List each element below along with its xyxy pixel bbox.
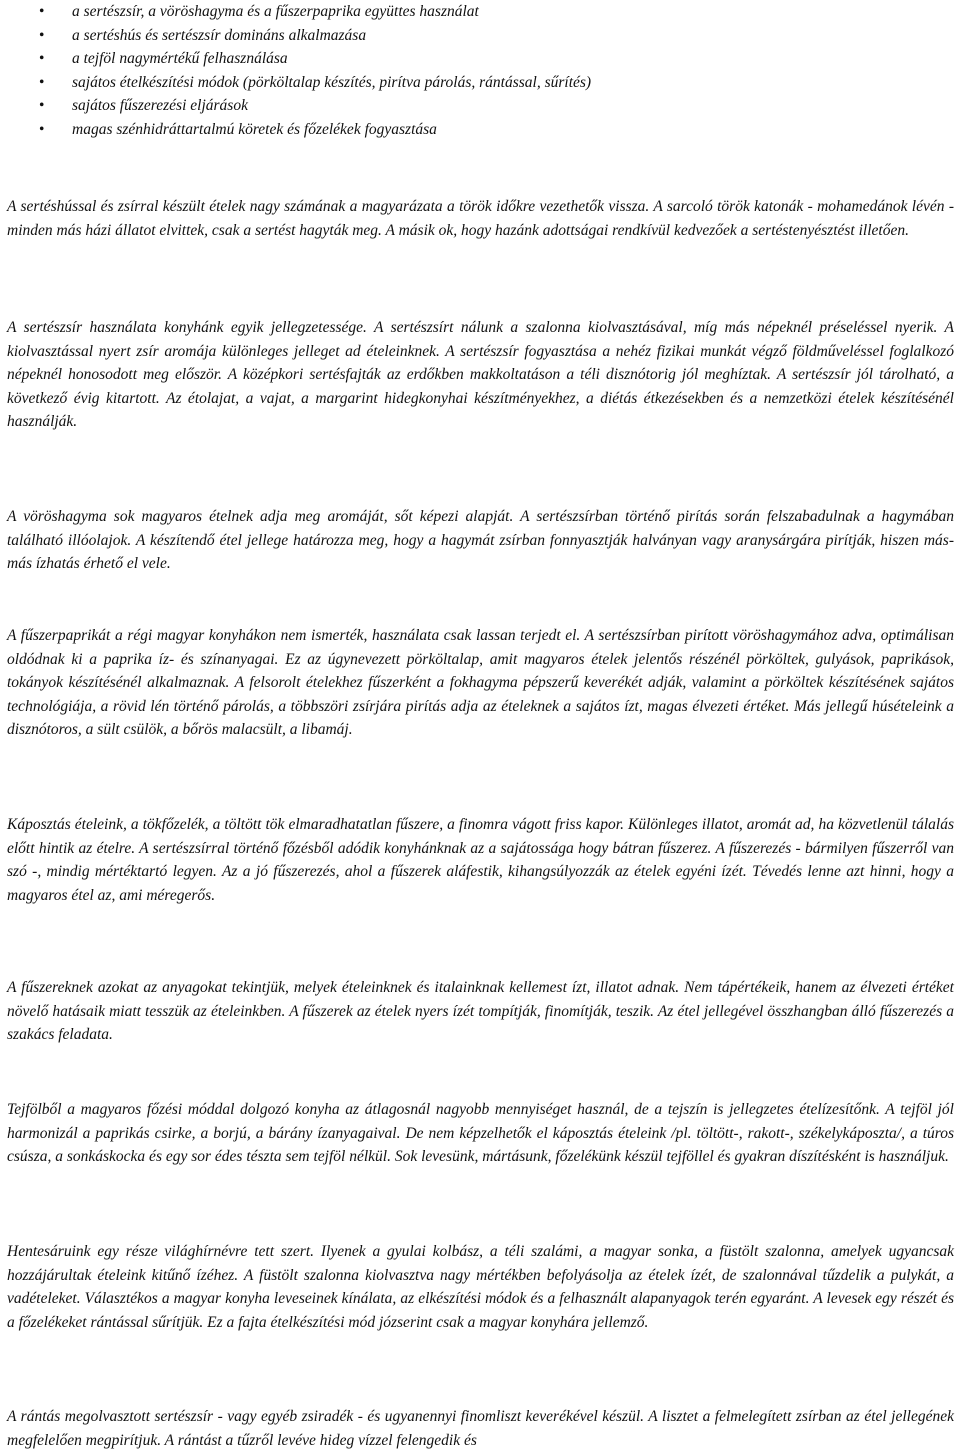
list-item: [0, 71, 960, 95]
list-item: [0, 118, 960, 142]
list-item-text: a sertéshús és sertészsír domináns alkalmazása: [72, 26, 367, 44]
bullet-icon: •: [39, 50, 45, 67]
list-item-text: sajátos ételkészítési módok (pörköltalap készítés, pirítva párolás, rántással, sűrítés): [72, 73, 592, 91]
paragraph-sour-cream: Tejfölből a magyaros főzési móddal dolgozó konyha az átlagosnál nagyobb mennyiséget használ, de a tejszín is jellegzetes ételízesítőnk. A tejföl jól harmonizál a paprikás csirke, a borjú, a bárány ízanyagaival. De nem képzelhetők el káposztás ételeink /pl. töltött-, rakott-, székelykáposzta/, a túros csúsza, a sonkáskocka és egy sor édes tészta sem tejföl nélkül. Sok levesünk, mártásunk, főzelékünk készül tejföllel és gyakran díszítésként is használjuk.: [7, 1101, 954, 1165]
list-item: [0, 0, 960, 24]
bullet-icon: •: [39, 73, 45, 91]
feature-list: [0, 0, 960, 141]
paragraph-charcuterie: Hentesáruink egy része világhírnévre tett szert. Ilyenek a gyulai kolbász, a téli szalámi, a magyar sonka, a füstölt szalonna, amelyek ugyancsak hozzájárultak ételeink kitűnő ízéhez. A füstölt szalonna kiolvasztva nagy mértékben befolyásolja az ételek ízét, de szalonnával tűzdelik a pulykát, a vadételeket. Választékos a magyar konyha leveseinek kínálata, az elkészítési módok és a felhasznált alapanyagok terén egyaránt. A levesek egy részét és a főzelékeket rántással sűrítjük. Ez a fajta ételkészítési mód józserint csak a magyar konyhára jellemző.: [7, 1243, 954, 1331]
bullet-icon: •: [39, 3, 45, 20]
bullet-icon: •: [39, 120, 45, 138]
list-item-text: a tejföl nagymértékű felhasználása: [72, 50, 288, 67]
paragraph-spices: A fűszereknek azokat az anyagokat tekintjük, melyek ételeinknek és italainknak kellemest ízt, illatot adnak. Nem tápértékeik, hanem az élvezeti értéket növelő hatásaik miatt tesszük az ételeinkben. A fűszerek az ételek nyers ízét tompítják, finomítják, teszik. Az étel jellegével összhangban álló fűszerezés a szakács feladata.: [7, 979, 954, 1043]
paragraph-paprika: A fűszerpaprikát a régi magyar konyhákon nem ismerték, használata csak lassan terjedt el. A sertészsírban pirított vöröshagymához adva, optimálisan oldódnak ki a paprika íz- és színanyagai. Ez az úgynevezett pörköltalap, amit magyaros ételek jelentős részénél pörköltek, gulyások, paprikások, tokányok készítésénél alkalmaznak. A felsorolt ételekhez fűszerként a fokhagyma pépszerű keverékét adják, valamint a pörköltek készítésének sajátos technológiája, a rövid lén történő párolás, a többszöri zsírjára pirítás adja az ételeknek a sajátos ízt, magas élvezeti értéket. Más jellegű húsételeink a disznótoros, a sült csülök, a bőrös malacsült, a libamáj.: [7, 627, 954, 738]
paragraph-lard: A sertészsír használata konyhánk egyik jellegzetessége. A sertészsírt nálunk a szalonna kiolvasztásával, míg más népeknél préseléssel nyerik. A kiolvasztással nyert zsír aromája különleges jelleget ad ételeinknek. A sertészsír fogyasztása a nehéz fizikai munkát végző földműveléssel foglalkozó népeknél honosodott meg először. A középkori sertésfajták az erdőkben makkoltatáson a téli disznótorig jól meghíztak. A sertészsír jól tárolható, a következő évig kitartott. Az étolajat, a vajat, a margarint hidegkonyhai készítményekhez, a diétás étkezésekben és a nemzetközi ételek készítésénél használják.: [7, 319, 954, 430]
paragraph-onion: A vöröshagyma sok magyaros ételnek adja meg aromáját, sőt képezi alapját. A sertészsírban történő pirítás során felszabadulnak a hagymában található illóolajok. A készítendő étel jellege határozza meg, hogy a hagymát zsírban fonnyasztják halványan vagy aranysárgára pirítják, hiszen más-más ízhatás érhető el vele.: [7, 508, 954, 572]
bullet-icon: •: [39, 26, 45, 44]
list-item-text: magas szénhidráttartalmú köretek és főzelékek fogyasztása: [72, 120, 437, 138]
list-item: [0, 94, 960, 118]
list-item-text: sajátos fűszerezési eljárások: [72, 97, 248, 114]
paragraph-dill: Káposztás ételeink, a tökfőzelék, a töltött tök elmaradhatatlan fűszere, a finomra vágott friss kapor. Különleges illatot, aromát ad, ha közvetlenül tálalás előtt hintik az ételre. A sertészsírral történő főzésből adódik konyhánknak az a sajátossága hogy bátran fűszerez. A fűszerezés - bármilyen fűszerről van szó -, mindig mértéktartó legyen. Az a jó fűszerezés, ahol a fűszerek aláfestik, kihangsúlyozzák az ételek egyéni ízét. Tévedés lenne azt hinni, hogy a magyaros étel az, ami méregerős.: [7, 816, 954, 904]
list-item: [0, 47, 960, 71]
list-item: [0, 24, 960, 48]
bullet-icon: •: [39, 97, 45, 114]
list-item-text: a sertészsír, a vöröshagyma és a fűszerpaprika együttes használat: [72, 3, 479, 20]
paragraph-pork-history: A sertéshússal és zsírral készült ételek nagy számának a magyarázata a török időkre vezethetők vissza. A sarcoló török katonák - mohamedánok lévén - minden más házi állatot elvittek, csak a sertést hagyták meg. A másik ok, hogy hazánk adottságai rendkívül kedvezőek a sertéstenyésztést illetően.: [7, 198, 954, 239]
paragraph-roux: A rántás megolvasztott sertészsír - vagy egyéb zsiradék - és ugyanennyi finomliszt keverékével készül. A lisztet a felmelegített zsírban az étel jellegének megfelelően megpirítjuk. A rántást a tűzről levéve hideg vízzel felengedik és: [7, 1408, 954, 1449]
